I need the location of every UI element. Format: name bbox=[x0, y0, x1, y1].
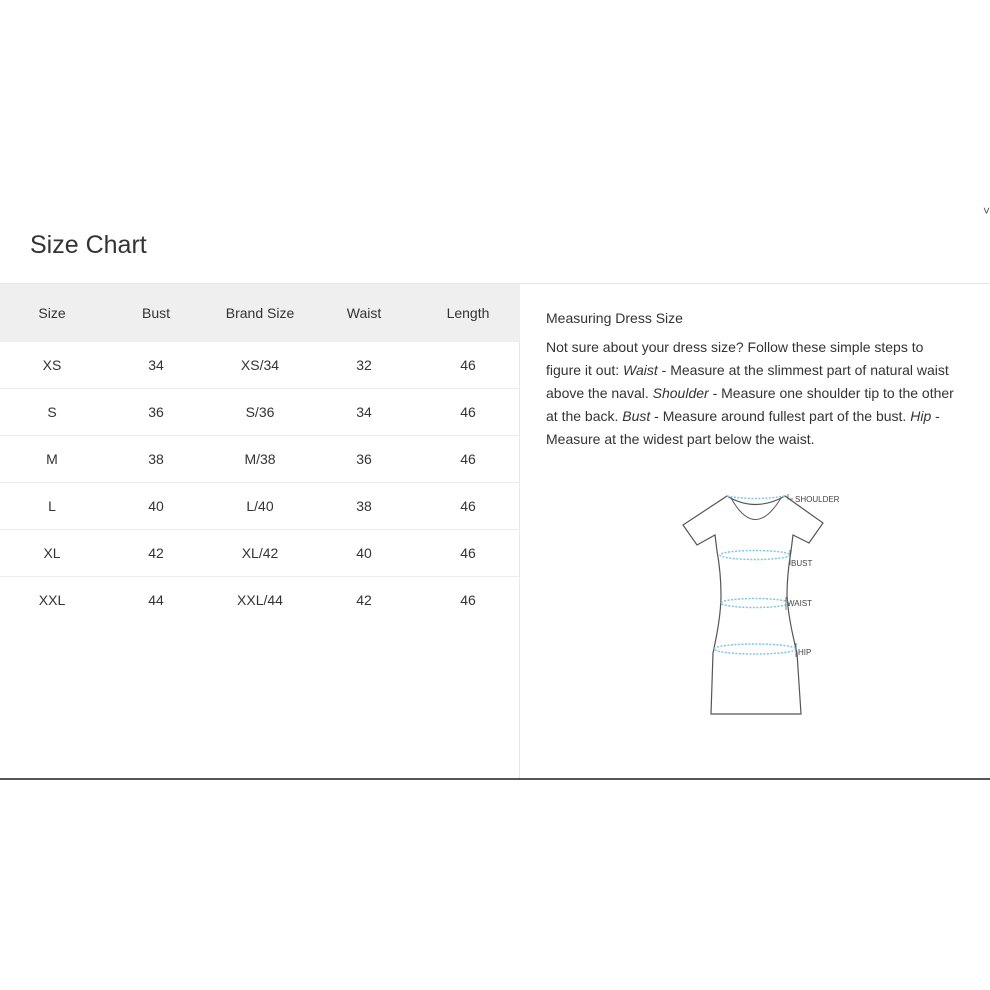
hip-term: Hip bbox=[910, 408, 932, 424]
cell-length: 46 bbox=[416, 342, 520, 389]
cell-size: M bbox=[0, 436, 104, 483]
measuring-info-panel bbox=[546, 310, 958, 451]
table-row bbox=[0, 483, 520, 530]
cell-size: XS bbox=[0, 342, 104, 389]
cell-length: 46 bbox=[416, 436, 520, 483]
cell-size: XXL bbox=[38, 592, 66, 608]
size-table-panel bbox=[0, 284, 520, 778]
cell-brand-size: XXL/44 bbox=[237, 592, 283, 608]
cell-bust: 38 bbox=[104, 436, 208, 483]
cell-length: 46 bbox=[416, 483, 520, 530]
cell-bust: 36 bbox=[104, 389, 208, 436]
modal-title: Size Chart bbox=[30, 231, 147, 259]
bust-term: Bust bbox=[622, 408, 651, 424]
waist-term: Waist bbox=[623, 362, 658, 378]
cell-waist: 40 bbox=[312, 530, 416, 577]
table-row bbox=[0, 389, 520, 436]
table-header-row bbox=[0, 284, 520, 342]
cell-bust: 44 bbox=[148, 592, 164, 608]
cell-length: 46 bbox=[460, 592, 476, 608]
size-table bbox=[0, 284, 520, 623]
shoulder-text: - Measure one shoulder tip to the other at the back. bbox=[546, 385, 954, 424]
cell-brand-size: S/36 bbox=[208, 389, 312, 436]
cell-brand-size: M/38 bbox=[208, 436, 312, 483]
dress-measurement-diagram bbox=[675, 485, 855, 720]
hip-measure-line bbox=[714, 644, 796, 654]
bust-label: BUST bbox=[791, 559, 813, 568]
hip-text: - Measure at the widest part below the waist. bbox=[546, 408, 940, 447]
instructions-intro: Not sure about your dress size? Follow these simple steps to figure it out: bbox=[546, 339, 924, 378]
cell-waist: 32 bbox=[312, 342, 416, 389]
measuring-title: Measuring Dress Size bbox=[546, 310, 683, 326]
cell-size: XL bbox=[0, 530, 104, 577]
hip-label: HIP bbox=[798, 648, 812, 657]
table-row bbox=[0, 436, 520, 483]
cell-bust: 34 bbox=[104, 342, 208, 389]
bust-measure-line bbox=[720, 551, 790, 560]
header-length: Length bbox=[416, 284, 520, 342]
dress-diagram-svg bbox=[675, 485, 855, 720]
shoulder-term: Shoulder bbox=[652, 385, 709, 401]
waist-text: - Measure at the slimmest part of natural waist above the naval. bbox=[546, 362, 949, 401]
header-bust: Bust bbox=[104, 284, 208, 342]
table-row bbox=[0, 530, 520, 577]
table-row bbox=[0, 577, 520, 624]
cell-waist: 42 bbox=[356, 592, 372, 608]
waist-measure-line bbox=[721, 599, 789, 608]
size-chart-modal bbox=[0, 205, 990, 780]
cell-size: L bbox=[0, 483, 104, 530]
close-icon[interactable]: ˅ bbox=[982, 204, 990, 218]
cell-length: 46 bbox=[416, 530, 520, 577]
shoulder-measure-line bbox=[727, 496, 785, 499]
cell-waist: 38 bbox=[312, 483, 416, 530]
table-row bbox=[0, 342, 520, 389]
cell-waist: 34 bbox=[312, 389, 416, 436]
cell-waist: 36 bbox=[312, 436, 416, 483]
shoulder-label: SHOULDER bbox=[795, 495, 840, 504]
cell-bust: 42 bbox=[104, 530, 208, 577]
bust-text: - Measure around fullest part of the bust. bbox=[650, 408, 911, 424]
cell-brand-size: L/40 bbox=[208, 483, 312, 530]
measuring-instructions bbox=[546, 336, 958, 451]
cell-bust: 40 bbox=[104, 483, 208, 530]
cell-brand-size: XS/34 bbox=[208, 342, 312, 389]
cell-brand-size: XL/42 bbox=[208, 530, 312, 577]
header-size: Size bbox=[0, 284, 104, 342]
cell-size: S bbox=[0, 389, 104, 436]
background-page-text-strip bbox=[360, 774, 985, 784]
header-brand-size: Brand Size bbox=[208, 284, 312, 342]
waist-label: WAIST bbox=[787, 599, 813, 608]
cell-length: 46 bbox=[416, 389, 520, 436]
header-waist: Waist bbox=[312, 284, 416, 342]
